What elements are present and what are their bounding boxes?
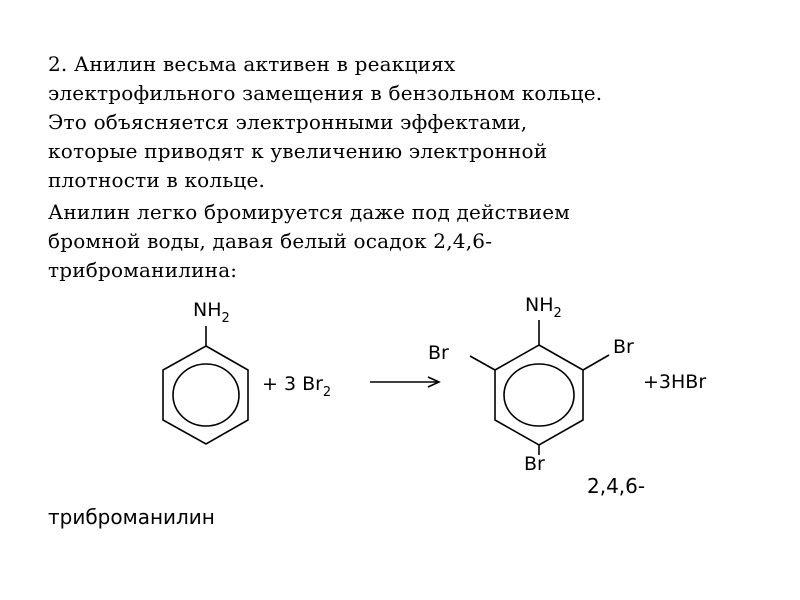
- ortho-bond-right: [583, 355, 609, 370]
- aromatic-circle: [504, 364, 574, 426]
- text-line: которые приводят к увеличению электронной: [48, 139, 548, 163]
- amino-group-label: $NH_2$: [525, 294, 562, 321]
- bromine-label-left: Br: [428, 342, 449, 364]
- text-line: электрофильного замещения в бензольном кольце.: [48, 81, 603, 105]
- product-name: триброманилин: [48, 505, 215, 529]
- bromine-label-right: Br: [613, 336, 634, 358]
- benzene-ring: [163, 346, 248, 444]
- text-line: Это объясняется электронными эффектами,: [48, 110, 528, 134]
- tribromoaniline-structure: [428, 294, 634, 475]
- bromine-reagent: + 3 $Br_2$: [262, 373, 332, 400]
- reaction-arrow: [370, 377, 439, 387]
- text-line: Анилин легко бромируется даже под действием: [48, 200, 571, 224]
- text-line: триброманилина:: [48, 258, 238, 282]
- amino-group-label: $NH_2$: [193, 299, 230, 326]
- aromatic-circle: [173, 364, 239, 426]
- text-line: бромной воды, давая белый осадок 2,4,6-: [48, 229, 493, 253]
- aniline-structure: [163, 299, 248, 444]
- text-line: плотности в кольце.: [48, 168, 266, 192]
- text-line: 2. Анилин весьма активен в реакциях: [48, 52, 456, 76]
- ortho-bond-left: [470, 356, 495, 370]
- hbr-byproduct: +3HBr: [643, 371, 707, 393]
- benzene-ring: [495, 345, 583, 445]
- bromine-label-bottom: Br: [524, 453, 545, 475]
- product-name-prefix: 2,4,6-: [587, 474, 646, 498]
